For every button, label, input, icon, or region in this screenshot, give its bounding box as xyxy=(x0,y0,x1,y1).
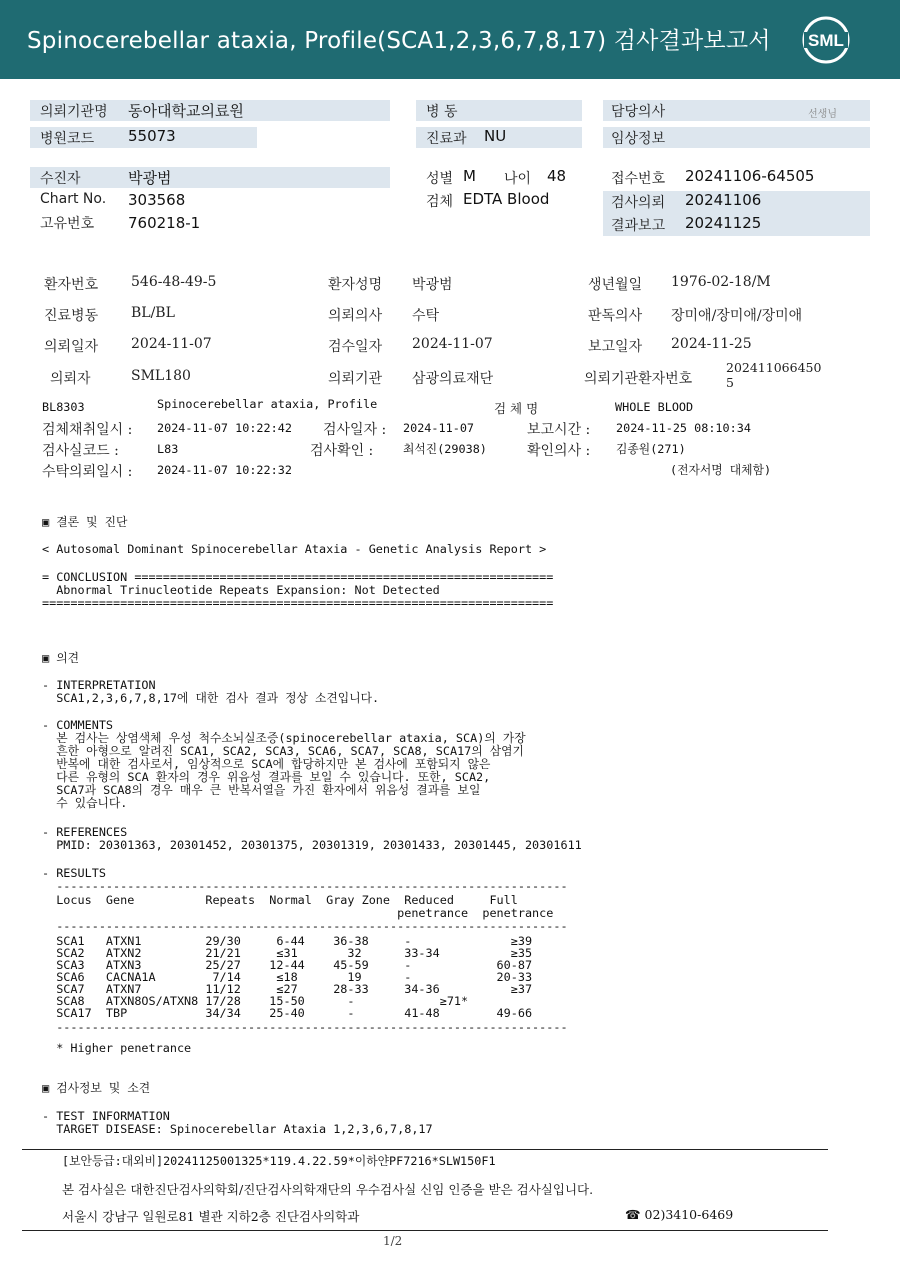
detail-label: 보고일자 xyxy=(588,339,643,355)
report-subtitle: < Autosomal Dominant Spinocerebellar Ataxia - Genetic Analysis Report > xyxy=(42,542,547,556)
table-divider: ------------------------------------------------------------------------ xyxy=(42,1020,568,1034)
table-row: SCA17 TBP 34/34 25-40 - 41-48 49-66 xyxy=(42,1006,533,1020)
section-conclusion-title: ▣ 결론 및 진단 xyxy=(42,515,128,529)
report-time-label: 보고시간 : xyxy=(527,422,591,438)
collect-value: 2024-11-07 10:22:42 xyxy=(157,421,292,435)
patient-box xyxy=(30,167,390,188)
room-label: 검사실코드 : xyxy=(42,443,119,459)
doctor-label: 담당의사 xyxy=(611,104,666,120)
report-header xyxy=(0,0,900,79)
table-divider: ------------------------------------------------------------------------ xyxy=(42,879,568,893)
unique-label: 고유번호 xyxy=(40,216,95,232)
detail-label: 의뢰일자 xyxy=(44,339,99,355)
report-label: 결과보고 xyxy=(611,218,666,234)
institution-label: 의뢰기관명 xyxy=(40,104,108,120)
table-row: SCA8 ATXN8OS/ATXN8 17/28 15-50 - ≥71* xyxy=(42,994,469,1008)
dept-label: 진료과 xyxy=(426,131,467,147)
detail-value: 장미애/장미애/장미애 xyxy=(671,308,803,324)
patient-value: 박광범 xyxy=(128,169,172,187)
physician-label: 확인의사 : xyxy=(527,443,591,459)
report-title: Spinocerebellar ataxia, Profile(SCA1,2,3,6,7,8,17) 검사결과보고서 xyxy=(27,28,771,54)
specimen-label: 검체 xyxy=(426,194,454,210)
test-code: BL8303 xyxy=(42,400,85,414)
clinical-label: 임상정보 xyxy=(611,131,666,147)
unique-value: 760218-1 xyxy=(128,214,201,232)
confirm-label: 검사확인 : xyxy=(310,443,374,459)
detail-value: BL/BL xyxy=(131,305,175,321)
comment-line: SCA7과 SCA8의 경우 매우 큰 반복서열을 가진 환자에서 위음성 결과를 보일 xyxy=(42,783,481,797)
lab-phone: ☎ 02)3410-6469 xyxy=(625,1207,734,1222)
table-divider: ------------------------------------------------------------------------ xyxy=(42,919,568,933)
specimen-name-label: 검 체 명 xyxy=(494,401,539,416)
test-name: Spinocerebellar ataxia, Profile xyxy=(157,397,378,411)
table-row: SCA2 ATXN2 21/21 ≤31 32 33-34 ≥35 xyxy=(42,946,533,960)
detail-value: SML180 xyxy=(131,368,191,384)
report-value: 20241125 xyxy=(685,214,762,232)
chart-label: Chart No. xyxy=(40,191,107,207)
institution-value: 동아대학교의료원 xyxy=(128,102,244,120)
detail-label: 검수일자 xyxy=(328,339,383,355)
table-header: penetrance penetrance xyxy=(42,906,554,920)
doctor-suffix: 선생님 xyxy=(808,109,837,120)
references-text: PMID: 20301363, 20301452, 20301375, 20301319, 20301433, 20301445, 20301611 xyxy=(42,838,582,852)
detail-value: 2024-11-07 xyxy=(412,336,493,352)
table-header: Locus Gene Repeats Normal Gray Zone Reduced Full xyxy=(42,893,518,907)
specimen-name-value: WHOLE BLOOD xyxy=(615,400,694,414)
chart-value: 303568 xyxy=(128,191,186,209)
references-head: - REFERENCES xyxy=(42,825,128,839)
table-row: SCA7 ATXN7 11/12 ≤27 28-33 34-36 ≥37 xyxy=(42,982,533,996)
detail-label: 의뢰자 xyxy=(50,371,91,387)
comment-line: 흔한 아형으로 알려진 SCA1, SCA2, SCA3, SCA6, SCA7, SCA8, SCA17의 삼염기 xyxy=(42,744,524,758)
detail-value: 삼광의료재단 xyxy=(412,371,494,387)
detail-label: 생년월일 xyxy=(588,277,643,293)
sex-label: 성별 xyxy=(426,171,454,187)
conclusion-end: ======================================================================== xyxy=(42,596,554,610)
receipt-date-value: 2024-11-07 xyxy=(403,421,475,435)
detail-label: 판독의사 xyxy=(588,308,643,324)
table-row: SCA6 CACNA1A 7/14 ≤18 19 - 20-33 xyxy=(42,970,533,984)
footer-rule-top xyxy=(22,1149,828,1150)
comment-line: 다른 유형의 SCA 환자의 경우 위음성 결과를 보일 수 있습니다. 또한, SCA2, xyxy=(42,770,491,784)
collect-label: 검체채취일시 : xyxy=(42,422,133,438)
detail-label: 의뢰기관환자번호 xyxy=(584,371,693,387)
sml-logo xyxy=(800,14,852,66)
patient-label: 수진자 xyxy=(40,171,81,187)
detail-label: 환자성명 xyxy=(328,277,383,293)
testinfo-head: - TEST INFORMATION xyxy=(42,1109,170,1123)
testinfo-text: TARGET DISEASE: Spinocerebellar Ataxia 1,2,3,6,7,8,17 xyxy=(42,1122,433,1136)
detail-label: 의뢰기관 xyxy=(328,371,383,387)
security-line: [보안등급:대외비]20241125001325*119.4.22.59*이하얀PF7216*SLW150F1 xyxy=(62,1154,496,1168)
section-testinfo-title: ▣ 검사정보 및 소견 xyxy=(42,1081,151,1095)
physician-value: 김종원(271) xyxy=(616,442,686,456)
detail-label: 환자번호 xyxy=(44,277,99,293)
detail-value-cont: 5 xyxy=(726,375,734,390)
receipt-date-label: 검사일자 : xyxy=(323,422,387,438)
detail-value: 수탁 xyxy=(412,308,440,324)
section-opinion-title: ▣ 의견 xyxy=(42,651,79,665)
age-value: 48 xyxy=(547,167,567,185)
page-number: 1/2 xyxy=(383,1234,403,1248)
table-row: SCA3 ATXN3 25/27 12-44 45-59 - 60-87 xyxy=(42,958,533,972)
detail-value: 202411066450 xyxy=(726,360,822,375)
footer-rule-bottom xyxy=(22,1230,828,1231)
detail-label: 의뢰의사 xyxy=(328,308,383,324)
interp-text: SCA1,2,3,6,7,8,17에 대한 검사 결과 정상 소견입니다. xyxy=(42,691,380,705)
dept-value: NU xyxy=(484,127,507,145)
request-label: 검사의뢰 xyxy=(611,195,666,211)
specimen-value: EDTA Blood xyxy=(463,190,550,208)
receipt-label: 접수번호 xyxy=(611,171,666,187)
detail-value: 2024-11-25 xyxy=(671,336,752,352)
room-value: L83 xyxy=(157,442,179,456)
svg-text:SML: SML xyxy=(808,31,844,50)
table-footnote: * Higher penetrance xyxy=(42,1041,192,1055)
comment-line: 반복에 대한 검사로서, 임상적으로 SCA에 합당하지만 본 검사에 포함되지 않은 xyxy=(42,757,491,771)
detail-value: 2024-11-07 xyxy=(131,336,212,352)
results-head: - RESULTS xyxy=(42,866,106,880)
esign-note: (전자서명 대체함) xyxy=(670,463,772,477)
comments-head: - COMMENTS xyxy=(42,718,114,732)
receipt-value: 20241106-64505 xyxy=(685,167,815,185)
age-label: 나이 xyxy=(504,171,532,187)
report-time-value: 2024-11-25 08:10:34 xyxy=(616,421,751,435)
comment-line: 본 검사는 상염색체 우성 척수소뇌실조증(spinocerebellar ataxia, SCA)의 가장 xyxy=(42,731,526,745)
conclusion-text: Abnormal Trinucleotide Repeats Expansion: Not Detected xyxy=(42,583,440,597)
accept-label: 수탁의뢰일시 : xyxy=(42,464,133,480)
comment-line: 수 있습니다. xyxy=(42,796,128,810)
detail-value: 박광범 xyxy=(412,277,453,293)
accept-value: 2024-11-07 10:22:32 xyxy=(157,463,292,477)
lab-address: 서울시 강남구 일원로81 별관 지하2층 진단검사의학과 xyxy=(62,1209,360,1224)
detail-value: 1976-02-18/M xyxy=(671,274,771,290)
ward-label: 병 동 xyxy=(426,104,458,120)
interp-head: - INTERPRETATION xyxy=(42,678,156,692)
table-row: SCA1 ATXN1 29/30 6-44 36-38 - ≥39 xyxy=(42,934,533,948)
hospital-code-value: 55073 xyxy=(128,127,176,145)
detail-label: 진료병동 xyxy=(44,308,99,324)
hospital-code-label: 병원코드 xyxy=(40,131,95,147)
request-value: 20241106 xyxy=(685,191,762,209)
cert-note: 본 검사실은 대한진단검사의학회/진단검사의학재단의 우수검사실 신임 인증을 받은 검사실입니다. xyxy=(62,1182,594,1197)
detail-value: 546-48-49-5 xyxy=(131,274,217,290)
conclusion-line: = CONCLUSION =========================================================== xyxy=(42,570,554,584)
confirm-value: 최석진(29038) xyxy=(403,442,487,456)
sex-value: M xyxy=(463,167,476,185)
